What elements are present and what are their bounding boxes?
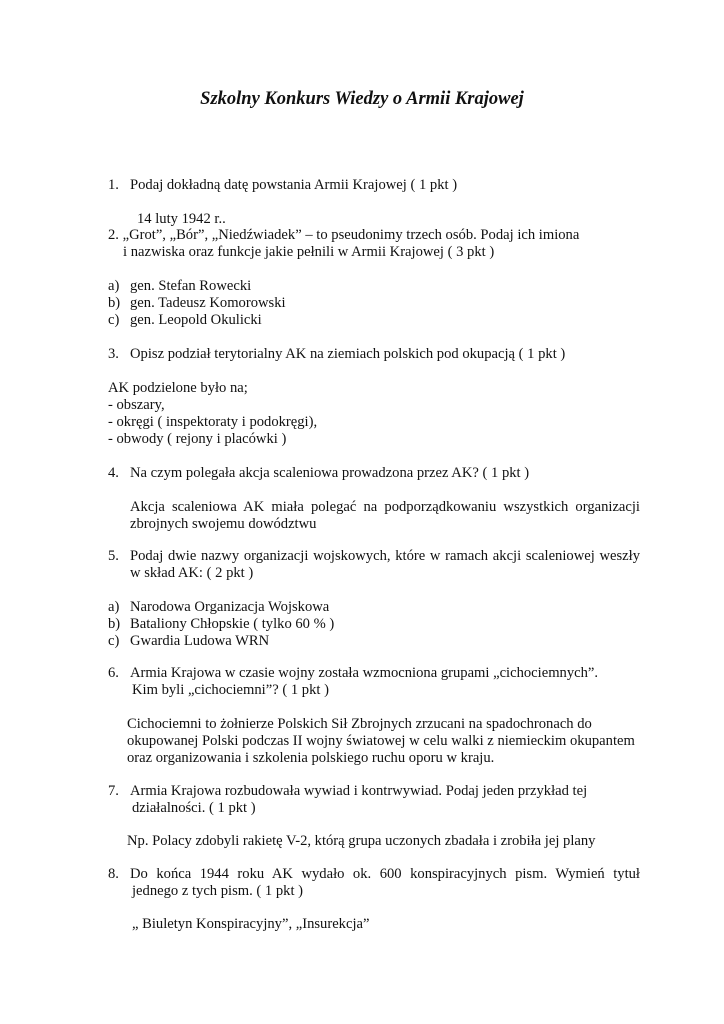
question-3-answer-line: - obszary,: [108, 397, 165, 413]
question-5-answer-c: Gwardia Ludowa WRN: [130, 633, 270, 649]
question-8-answer: „ Biuletyn Konspiracyjny”, „Insurekcja”: [132, 916, 370, 932]
question-8-number: 8.: [108, 866, 119, 882]
question-3-text: Opisz podział terytorialny AK na ziemiach polskich pod okupacją ( 1 pkt ): [130, 346, 566, 362]
question-2-answer-b-label: b): [108, 295, 121, 311]
question-5-line-2: w skład AK: ( 2 pkt ): [130, 565, 254, 581]
question-5-number: 5.: [108, 548, 119, 564]
question-8-line-2: jednego z tych pism. ( 1 pkt ): [132, 883, 304, 899]
page-title: Szkolny Konkurs Wiedzy o Armii Krajowej: [200, 89, 524, 109]
question-6-answer-line: oraz organizowania i szkolenia polskiego ruchu oporu w kraju.: [127, 750, 495, 766]
question-2-answer-a-label: a): [108, 278, 120, 294]
question-7-line-2: działalności. ( 1 pkt ): [132, 800, 256, 816]
question-2-line-2: i nazwiska oraz funkcje jakie pełnili w Armii Krajowej ( 3 pkt ): [123, 244, 495, 260]
question-4-answer-line-2: zbrojnych swojemu dowództwu: [130, 516, 317, 532]
question-7-line-1: Armia Krajowa rozbudowała wywiad i kontrwywiad. Podaj jeden przykład tej: [130, 783, 588, 799]
question-5-answer-b: Bataliony Chłopskie ( tylko 60 % ): [130, 616, 335, 632]
question-1-number: 1.: [108, 177, 119, 193]
question-5-answer-c-label: c): [108, 633, 120, 649]
question-2-line-1: 2. „Grot”, „Bór”, „Niedźwiadek” – to pseudonimy trzech osób. Podaj ich imiona: [108, 227, 580, 243]
question-3-answer-line: - obwody ( rejony i placówki ): [108, 431, 287, 447]
question-4-text: Na czym polegała akcja scaleniowa prowadzona przez AK? ( 1 pkt ): [130, 465, 530, 481]
question-3-answer-line: - okręgi ( inspektoraty i podokręgi),: [108, 414, 318, 430]
question-1-text: Podaj dokładną datę powstania Armii Krajowej ( 1 pkt ): [130, 177, 458, 193]
question-4-answer-line-1: Akcja scaleniowa AK miała polegać na podporządkowaniu wszystkich organizacji: [130, 499, 640, 515]
question-5-line-1: Podaj dwie nazwy organizacji wojskowych, które w ramach akcji scaleniowej weszły: [130, 548, 640, 564]
question-6-answer-line: okupowanej Polski podczas II wojny światowej w celu walki z niemieckim okupantem: [127, 733, 635, 749]
question-3-answer-line: AK podzielone było na;: [108, 380, 248, 396]
question-6-line-2: Kim byli „cichociemni”? ( 1 pkt ): [132, 682, 329, 698]
question-5-answer-a-label: a): [108, 599, 120, 615]
question-5-answer-a: Narodowa Organizacja Wojskowa: [130, 599, 330, 615]
question-2-answer-a: gen. Stefan Rowecki: [130, 278, 252, 294]
question-2-answer-b: gen. Tadeusz Komorowski: [130, 295, 286, 311]
question-6-answer-line: Cichociemni to żołnierze Polskich Sił Zbrojnych zrzucani na spadochronach do: [127, 716, 592, 732]
question-8-line-1: Do końca 1944 roku AK wydało ok. 600 konspiracyjnych pism. Wymień tytuł: [130, 866, 640, 882]
question-6-number: 6.: [108, 665, 119, 681]
question-2-answer-c: gen. Leopold Okulicki: [130, 312, 262, 328]
question-6-line-1: Armia Krajowa w czasie wojny została wzmocniona grupami „cichociemnych”.: [130, 665, 599, 681]
question-7-answer: Np. Polacy zdobyli rakietę V-2, którą grupa uczonych zbadała i zrobiła jej plany: [127, 833, 596, 849]
question-1-answer: 14 luty 1942 r..: [137, 211, 226, 227]
question-2-answer-c-label: c): [108, 312, 120, 328]
question-7-number: 7.: [108, 783, 119, 799]
question-4-number: 4.: [108, 465, 119, 481]
question-3-number: 3.: [108, 346, 119, 362]
question-5-answer-b-label: b): [108, 616, 121, 632]
